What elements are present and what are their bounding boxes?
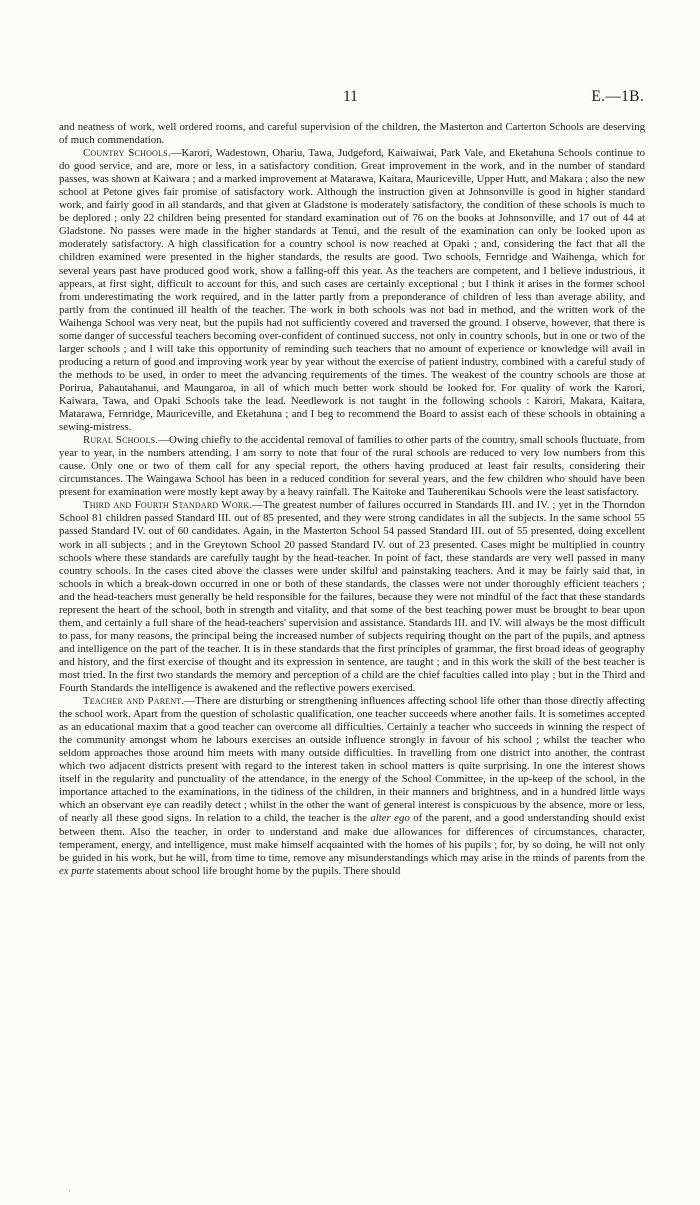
- italic-phrase: alter ego: [370, 812, 410, 825]
- paragraph-text: —There are disturbing or strengthening influences affecting school life other than those directly affecting the school work. Apart from the question of scholastic qualification, one teacher succeeds where another fails. It is sometimes accepted as an educational maxim that a good teacher can overcome all difficulties. Certainly a teacher who succeeds in winning the respect of the community amongst whom he labours exercises an outside influence strongly in favour of his school ; whilst the teacher who seldom approaches those around him meets with many outside difficulties. In travelling from one district into another, the contrast which two adjacent districts present with regard to the interest taken in school matters is quite surprising. In one the interest shows itself in the regularity and punctuality of the attendance, in the energy of the School Committee, in the up-keep of the school, in the importance attached to the examinations, in the tidiness of the children, in their manners and brightness, and in a hundred little ways which an observant eye can readily detect ; whilst in the other the want of general interest is conspicuous by the absence, more or less, of nearly all these good signs. In relation to a child, the teacher is the: [59, 695, 645, 825]
- paragraph-teacher-parent: [59, 695, 645, 878]
- paragraph-text: of the parent, and a good understanding should exist between them. Also the teacher, in order to understand and make due allowances for differences of circumstances, character, temperament, energy, and intelligence, must make himself acquainted with the homes of his pupils ; for, by so doing, he will not only be guided in his work, but he will, from time to time, remove any misunderstandings which may arise in the minds of parents from the: [59, 812, 645, 864]
- section-heading: Country Schools.: [83, 147, 171, 160]
- paragraph-text: and neatness of work, well ordered rooms, and careful supervision of the children, the Masterton and Carterton Schools are deserving of much commendation.: [59, 121, 645, 147]
- paragraph-rural-schools: [59, 434, 645, 499]
- document-reference: E.—1B.: [591, 88, 644, 105]
- section-heading: Teacher and Parent.: [83, 695, 185, 708]
- paragraph-text: —Owing chiefly to the accidental removal of families to other parts of the country, small schools fluctuate, from year to year, in the numbers attending. I am sorry to note that four of the rural schools are reduced to very low numbers from this cause. Only one or two of them call for any special report, the others having produced at least fair results, considering their circumstances. The Waingawa School has been in a reduced condition for several years, and the few children who should have been present for examination were mostly kept away by a heavy rainfall. The Kaitoke and Tauherenikau Schools were the least satisfactory.: [59, 434, 645, 499]
- report-body: [59, 121, 645, 878]
- page-number: 11: [343, 88, 358, 105]
- page-header: [60, 88, 644, 110]
- paragraph-text: —Karori, Wadestown, Ohariu, Tawa, Judgeford, Kaiwaiwai, Park Vale, and Eketahuna Schools continue to do good service, and are, more or less, in a satisfactory condition. Great improvement in the work, and in the number of standard passes, was shown at Kaiwara ; and a marked improvement at Matarawa, Kaitara, Mauriceville, Upper Hutt, and Makara ; also the new school at Petone gives fair promise of satisfactory work. Although the instruction given at Johnsonville is good in higher standard work, and fairly good in all standards, and that given at Gladstone is moderately satisfactory, the condition of these schools is much to be deplored ; only 22 children being presented for standard examination out of 76 on the books at Johnsonville, and 17 out of 44 at Gladstone. No passes were made in the higher standards at Tenui, and the result of the examination can only be looked upon as moderately satisfactory. A high classification for a country school is now reached at Opaki ; and, considering the fact that all the children examined were presented in the higher standards, the results are good. Two schools, Fernridge and Waihenga, which for several years past have produced good work, show a falling-off this year. As the teachers are competent, and I believe industrious, it appears, at first sight, difficult to account for this, and such cases are certainly exceptional ; but I think it arises in the former school from underestimating the work required, and in the latter partly from a preponderance of children of less than average ability, and partly from the continued ill health of the teacher. The work in both schools was not bad in method, and the written work of the Waihenga School was very neat, but the pupils had not sufficiently covered and traversed the ground. I observe, however, that there is some danger of successful teachers becoming over-confident of continued success, not only in country schools, but in one or two of the larger schools ; and I will take this opportunity of reminding such teachers that no amount of experience or knowledge will avail in producing a return of good and improving work year by year without the exercise of patient industry, combined with a careful study of the methods to be used, in order to meet the advancing requirements of the times. The weakest of the country schools are those at Porirua, Pahautahanui, and Maungaroa, in all of which much better work should be looked for. For quality of work the Karori, Kaiwara, Tawa, and Opaki Schools take the lead. Needlework is not taught in the following schools : Karori, Makara, Kaitara, Matarawa, Fernridge, Mauriceville, and Eketahuna ; and I beg to recommend the Board to assist each of these schools in obtaining a sewing-mistress.: [59, 147, 646, 434]
- paragraph-continued: [59, 121, 645, 147]
- paragraph-text: —The greatest number of failures occurred in Standards III. and IV. ; yet in the Thorndon School 81 children passed Standard III. out of 85 presented, and they were strong candidates in all the subjects. In the same school 55 passed Standard IV. out of 60 candidates. Again, in the Masterton School 54 passed Standard III. out of 55 presented, doing excellent work in all subjects ; and in the Greytown School 20 passed Standard IV. out of 23 presented. Cases might be multiplied in country schools where these standards are carefully taught by the head-teacher. In point of fact, these standards are very well passed in many country schools. In the cases cited above the classes were under skilful and painstaking teachers. And it may be fairly said that, in schools in which a break-down occurred in one or both of these standards, the classes were not under thoroughly efficient teachers ; and the head-teachers must generally be held responsible for the failures, because they were not mindful of the fact that these standards represent the heart of the school, both in strength and vitality, and that some of the best teaching power must be brought to bear upon them, and certainly a full share of the head-teachers' supervision and assistance. Standards III. and IV. will always be the most difficult to pass, for many reasons, the principal being the increased number of subjects requiring thought on the part of the pupils, and aptness and intelligence on the part of the teacher. It is in these standards that the first principles of grammar, the first broad ideas of geography and history, and the first exercise of thought and its expression in sentence, are taught ; and in this work the skill of the best teacher is most tried. In the first two standards the memory and perception of a child are the chief faculties called into play ; but in the Third and Fourth Standards the intelligence is awakened and the reflective powers exercised.: [59, 499, 645, 695]
- paragraph-standard-work: [59, 499, 645, 695]
- paragraph-country-schools: [59, 147, 645, 434]
- paragraph-text: statements about school life brought home by the pupils. There should: [94, 864, 401, 877]
- section-heading: Rural Schools.: [83, 434, 159, 447]
- italic-phrase: ex parte: [59, 864, 95, 877]
- section-heading: Third and Fourth Standard Work.: [83, 499, 253, 512]
- scan-speck: ·: [68, 1187, 71, 1197]
